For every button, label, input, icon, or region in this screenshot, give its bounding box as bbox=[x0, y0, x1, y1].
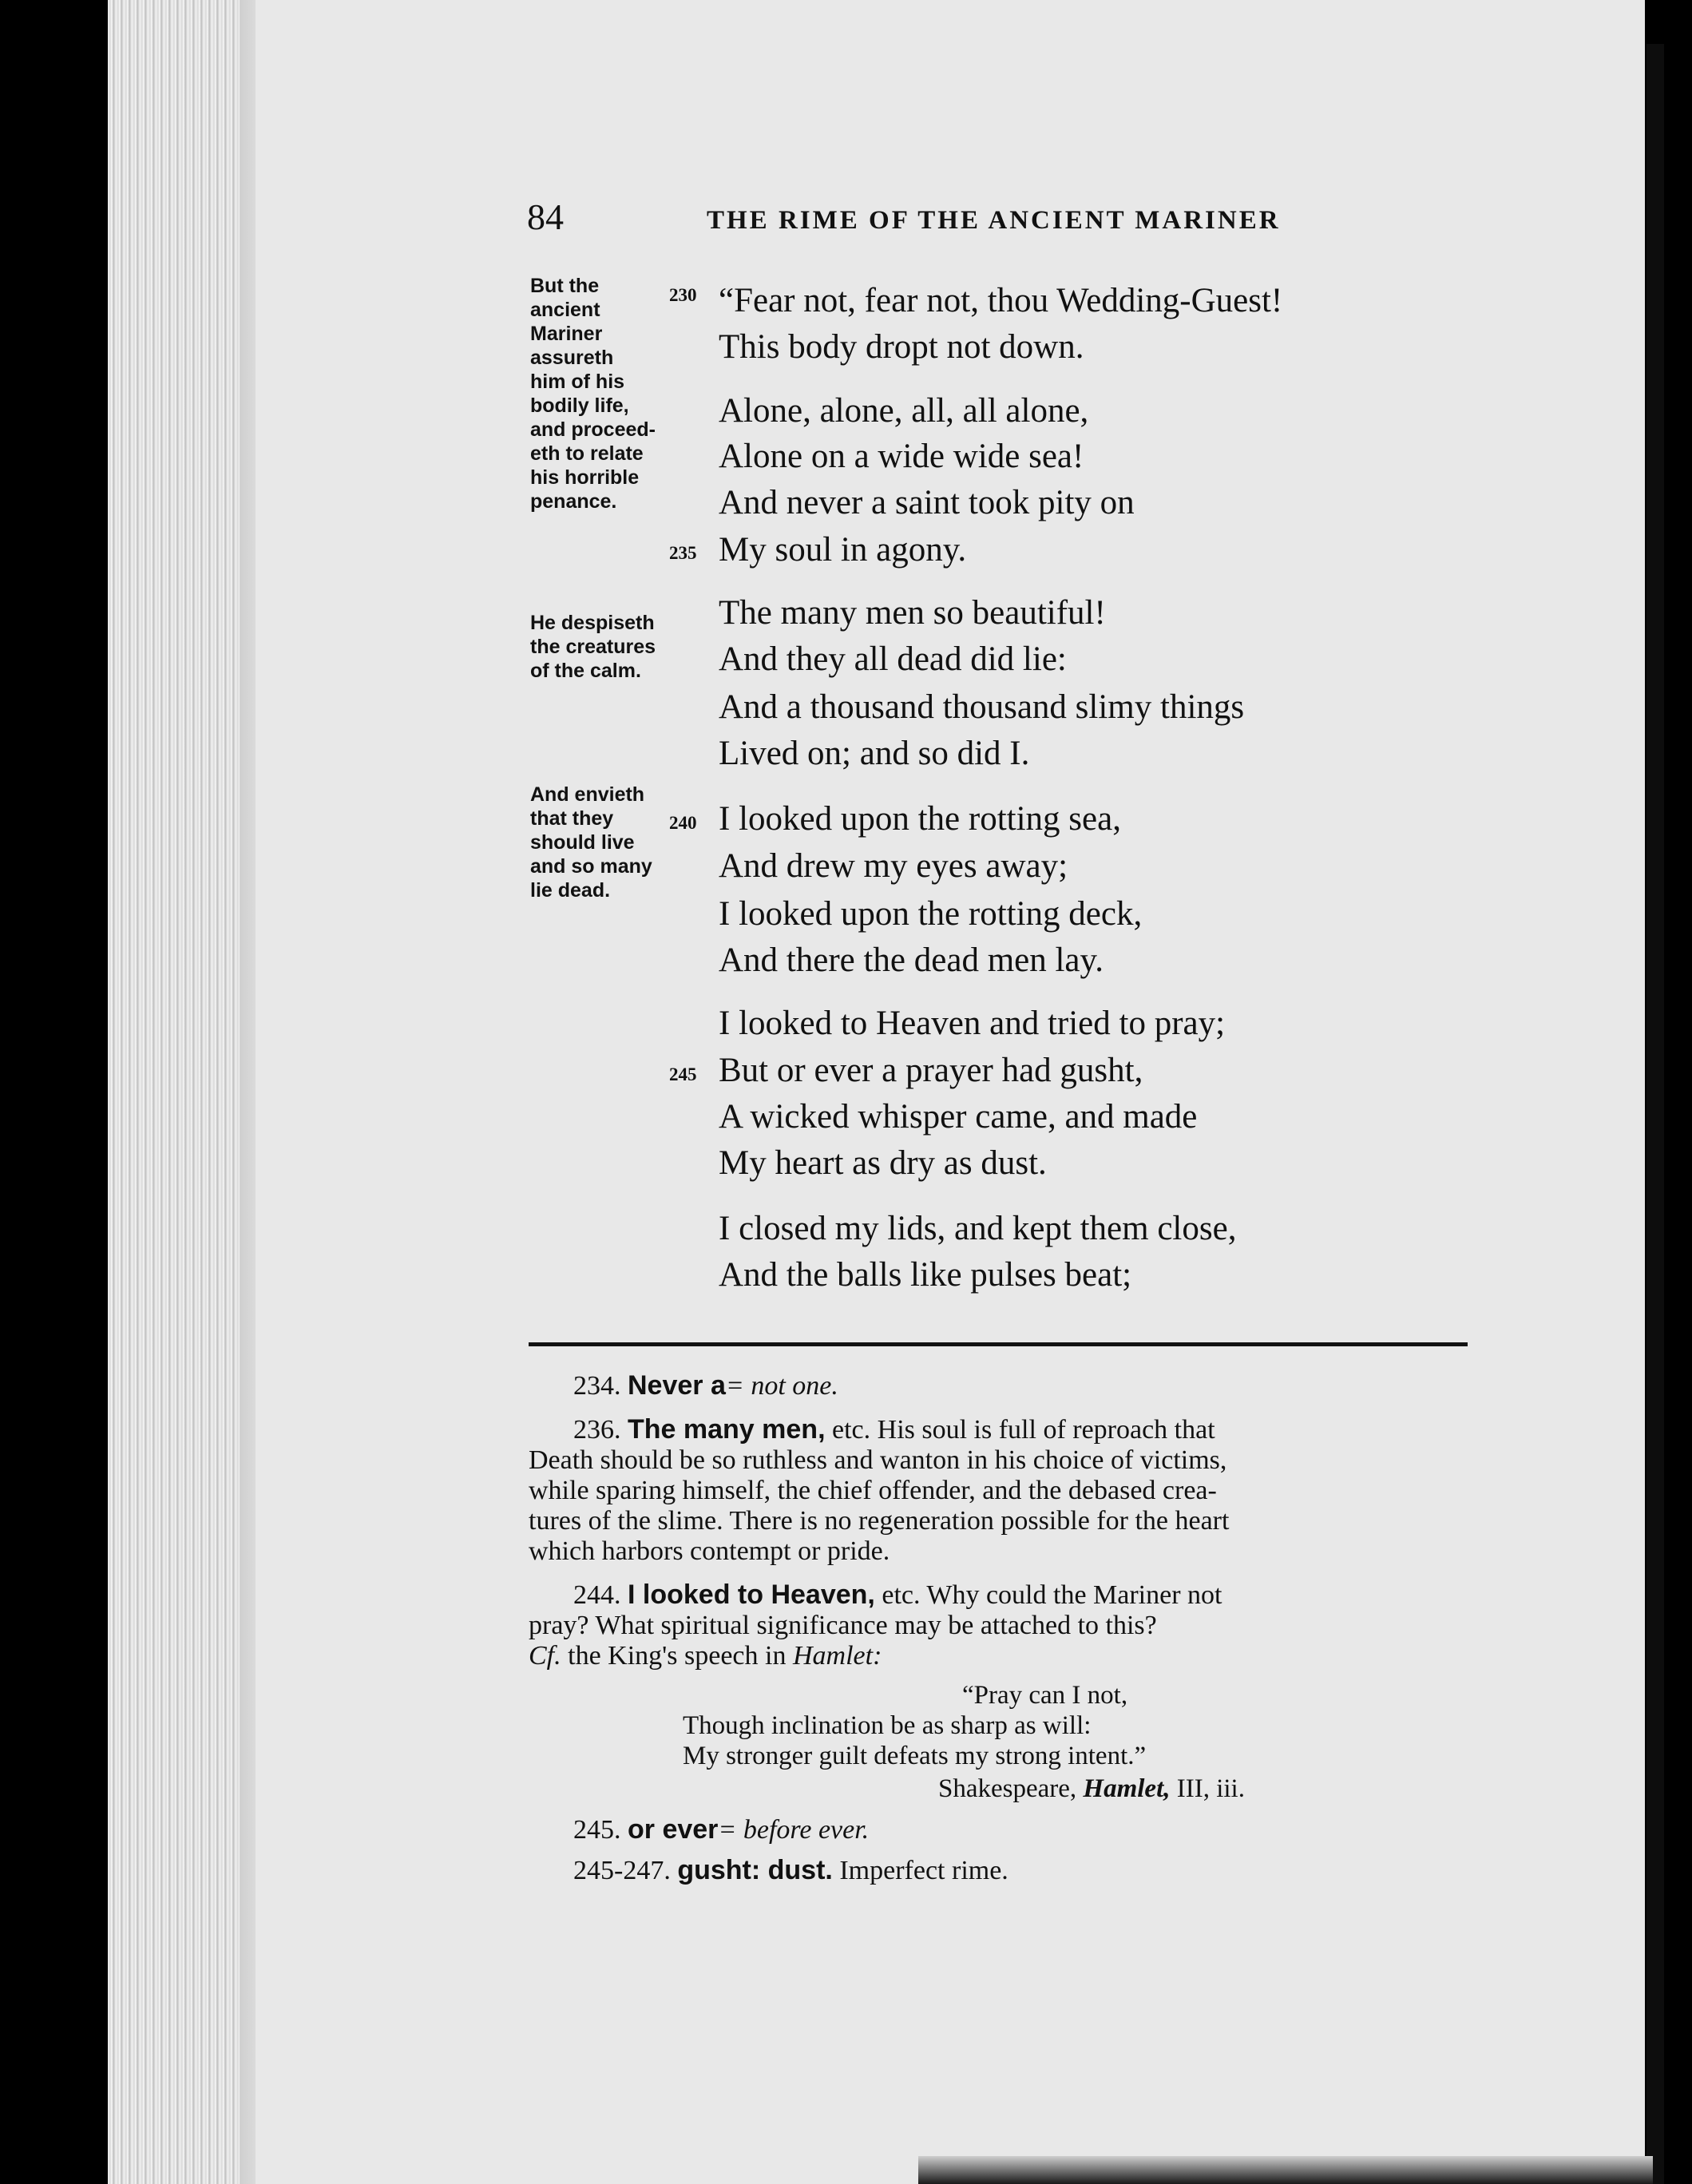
note-number: 245-247. bbox=[573, 1856, 671, 1885]
note-number: 236. bbox=[573, 1415, 621, 1445]
poem-line: And there the dead men lay. bbox=[719, 941, 1104, 979]
poem-line: Alone, alone, all, all alone, bbox=[719, 392, 1089, 430]
sidenote-line: his horrible bbox=[530, 466, 640, 489]
sidenote-line: assureth bbox=[530, 347, 614, 369]
note-number: 245. bbox=[573, 1815, 621, 1845]
note-line: Death should be so ruthless and wanton in his choice of victims, bbox=[529, 1445, 1227, 1475]
note-term: I looked to Heaven, bbox=[628, 1580, 875, 1610]
poem-line: And they all dead did lie: bbox=[719, 640, 1067, 678]
page-right-border bbox=[1646, 44, 1664, 2184]
poem-line: And drew my eyes away; bbox=[719, 847, 1068, 885]
sidenote-line: bodily life, bbox=[530, 394, 629, 417]
poem-line: I closed my lids, and kept them close, bbox=[719, 1210, 1237, 1247]
sidenote-line: that they bbox=[530, 807, 614, 830]
note-text: = not one. bbox=[725, 1371, 838, 1401]
note-text: Imperfect rime. bbox=[839, 1856, 1008, 1885]
sidenote-line: lie dead. bbox=[530, 879, 611, 902]
sidenote-line: and proceed- bbox=[530, 418, 656, 441]
citation-work: Hamlet, bbox=[1083, 1774, 1171, 1803]
poem-line: A wicked whisper came, and made bbox=[719, 1098, 1198, 1136]
note-cf: Cf. bbox=[529, 1641, 561, 1671]
sidenote-line: should live bbox=[530, 831, 635, 854]
citation-author: Shakespeare, bbox=[938, 1774, 1084, 1803]
sidenote-line: ancient bbox=[530, 299, 600, 321]
line-number: 245 bbox=[669, 1064, 697, 1084]
sidenote-line: him of his bbox=[530, 371, 625, 393]
sidenote-line: of the calm. bbox=[530, 660, 641, 682]
poem-line: My heart as dry as dust. bbox=[719, 1144, 1047, 1182]
note-term: or ever bbox=[628, 1814, 719, 1845]
sidenote-assureth bbox=[530, 274, 690, 513]
poem-line: I looked upon the rotting deck, bbox=[719, 895, 1143, 933]
quote-line: My stronger guilt defeats my strong intent.” bbox=[683, 1742, 1147, 1770]
line-number: 235 bbox=[669, 543, 697, 563]
sidenote-envieth bbox=[530, 783, 690, 902]
note-line bbox=[529, 1641, 882, 1671]
note-term: gusht: dust. bbox=[677, 1855, 833, 1885]
note-line: pray? What spiritual significance may be attached to this? bbox=[529, 1611, 1157, 1640]
footnote-rule bbox=[529, 1342, 1468, 1346]
poem-line: But or ever a prayer had gusht, bbox=[719, 1052, 1143, 1089]
sidenote-line: the creatures bbox=[530, 636, 656, 658]
sidenote-despiseth bbox=[530, 611, 690, 683]
note-line: while sparing himself, the chief offender, and the debased crea- bbox=[529, 1476, 1217, 1505]
sidenote-line: Mariner bbox=[530, 323, 603, 345]
note-245 bbox=[573, 1815, 869, 1845]
page-number: 84 bbox=[527, 196, 564, 237]
note-text: etc. Why could the Mariner not bbox=[882, 1580, 1222, 1610]
poem-line: I looked upon the rotting sea, bbox=[719, 800, 1121, 838]
poem-line: Alone on a wide wide sea! bbox=[719, 438, 1084, 475]
note-234 bbox=[573, 1371, 838, 1401]
quote-line: “Pray can I not, bbox=[962, 1681, 1128, 1710]
sidenote-line: And envieth bbox=[530, 783, 645, 806]
poem-line: And a thousand thousand slimy things bbox=[719, 688, 1245, 726]
sidenote-line: penance. bbox=[530, 490, 617, 513]
poem-line: “Fear not, fear not, thou Wedding-Guest! bbox=[719, 282, 1283, 319]
poem-line: This body dropt not down. bbox=[719, 328, 1084, 366]
poem-line: Lived on; and so did I. bbox=[719, 735, 1030, 772]
line-number: 240 bbox=[669, 813, 697, 833]
note-number: 234. bbox=[573, 1371, 621, 1401]
note-number: 244. bbox=[573, 1580, 621, 1610]
poem-line: My soul in agony. bbox=[719, 531, 967, 569]
note-line: tures of the slime. There is no regeneration possible for the heart bbox=[529, 1506, 1230, 1536]
citation-ref: III, iii. bbox=[1170, 1774, 1245, 1803]
note-play-title: Hamlet: bbox=[792, 1641, 882, 1671]
poem-line: And never a saint took pity on bbox=[719, 484, 1135, 521]
running-head: THE RIME OF THE ANCIENT MARINER bbox=[707, 206, 1281, 235]
page-edges bbox=[108, 0, 248, 2184]
note-term: The many men, bbox=[628, 1414, 826, 1445]
poem-line: And the balls like pulses beat; bbox=[719, 1256, 1132, 1294]
note-text: = before ever. bbox=[718, 1815, 870, 1845]
sidenote-line: He despiseth bbox=[530, 612, 655, 634]
note-line: which harbors contempt or pride. bbox=[529, 1536, 890, 1566]
note-244 bbox=[573, 1580, 1222, 1610]
note-term: Never a bbox=[628, 1370, 726, 1401]
note-236 bbox=[573, 1415, 1215, 1445]
note-245-247 bbox=[573, 1856, 1008, 1885]
line-number: 230 bbox=[669, 285, 697, 305]
note-text: the King's speech in bbox=[561, 1641, 793, 1671]
note-text: etc. His soul is full of reproach that bbox=[832, 1415, 1215, 1445]
poem-line: The many men so beautiful! bbox=[719, 594, 1106, 632]
sidenote-line: eth to relate bbox=[530, 442, 644, 465]
sidenote-line: and so many bbox=[530, 855, 652, 878]
sidenote-line: But the bbox=[530, 275, 600, 297]
quote-citation bbox=[938, 1774, 1245, 1804]
page-bottom-border bbox=[918, 2156, 1653, 2184]
poem-line: I looked to Heaven and tried to pray; bbox=[719, 1005, 1226, 1042]
quote-line: Though inclination be as sharp as will: bbox=[683, 1711, 1092, 1740]
